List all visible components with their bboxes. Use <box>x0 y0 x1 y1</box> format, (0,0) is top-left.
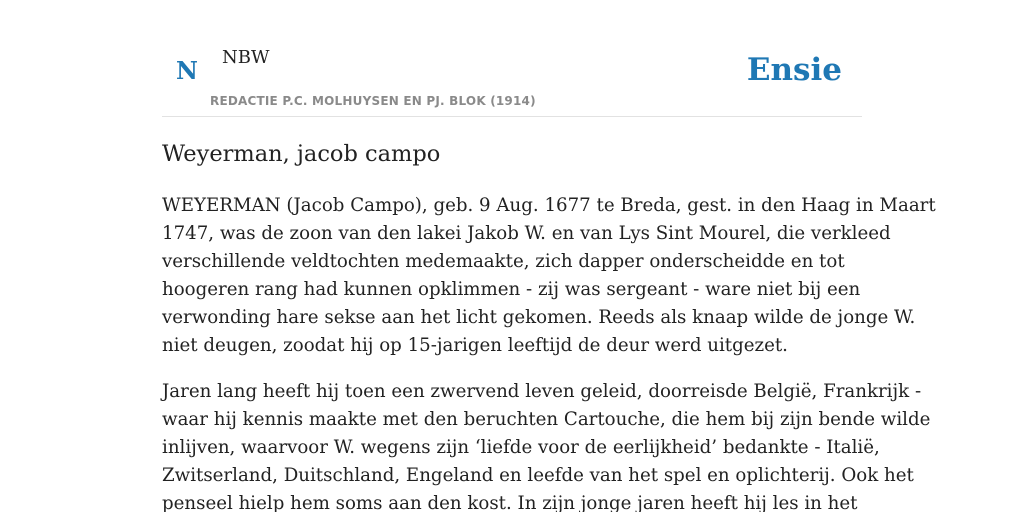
text-line: waar hij kennis maakte met den beruchten Cartouche, die hem bij zijn bende wilde <box>162 409 931 430</box>
text-line: WEYERMAN (Jacob Campo), geb. 9 Aug. 1677 te Breda, gest. in den Haag in Maart <box>162 195 936 216</box>
text-line: inlijven, waarvoor W. wegens zijn ‘liefde voor de eerlijkheid’ bedankte - Italië, <box>162 437 880 458</box>
text-line: verschillende veldtochten medemaakte, zich dapper onderscheidde en tot <box>162 251 845 272</box>
text-line: Zwitserland, Duitschland, Engeland en leefde van het spel en oplichterij. Ook het <box>162 465 914 486</box>
text-line: 1747, was de zoon van den lakei Jakob W. en van Lys Sint Mourel, die verkleed <box>162 223 891 244</box>
text-line: Jaren lang heeft hij toen een zwervend leven geleid, doorreisde België, Frankrijk - <box>162 381 922 402</box>
text-line: verwonding hare sekse aan het licht gekomen. Reeds als knaap wilde de jonge W. <box>162 307 916 328</box>
text-line: niet deugen, zoodat hij op 15-jarigen leeftijd de deur werd uitgezet. <box>162 335 788 356</box>
text-line: penseel hielp hem soms aan den kost. In zijn jonge jaren heeft hij les in het <box>162 493 858 512</box>
paragraph <box>162 378 931 512</box>
paragraph <box>162 192 936 360</box>
text-line: hoogeren rang had kunnen opklimmen - zij was sergeant - ware niet bij een <box>162 279 861 300</box>
page-title: Weyerman, jacob campo <box>162 141 441 167</box>
source-name[interactable]: NBW <box>222 47 270 68</box>
source-subtitle: REDACTIE P.C. MOLHUYSEN EN PJ. BLOK (1914) <box>210 94 536 108</box>
brand-logo[interactable]: Ensie <box>746 52 842 88</box>
source-logo[interactable]: N <box>176 56 198 85</box>
header <box>162 0 862 117</box>
article-body <box>162 192 936 512</box>
